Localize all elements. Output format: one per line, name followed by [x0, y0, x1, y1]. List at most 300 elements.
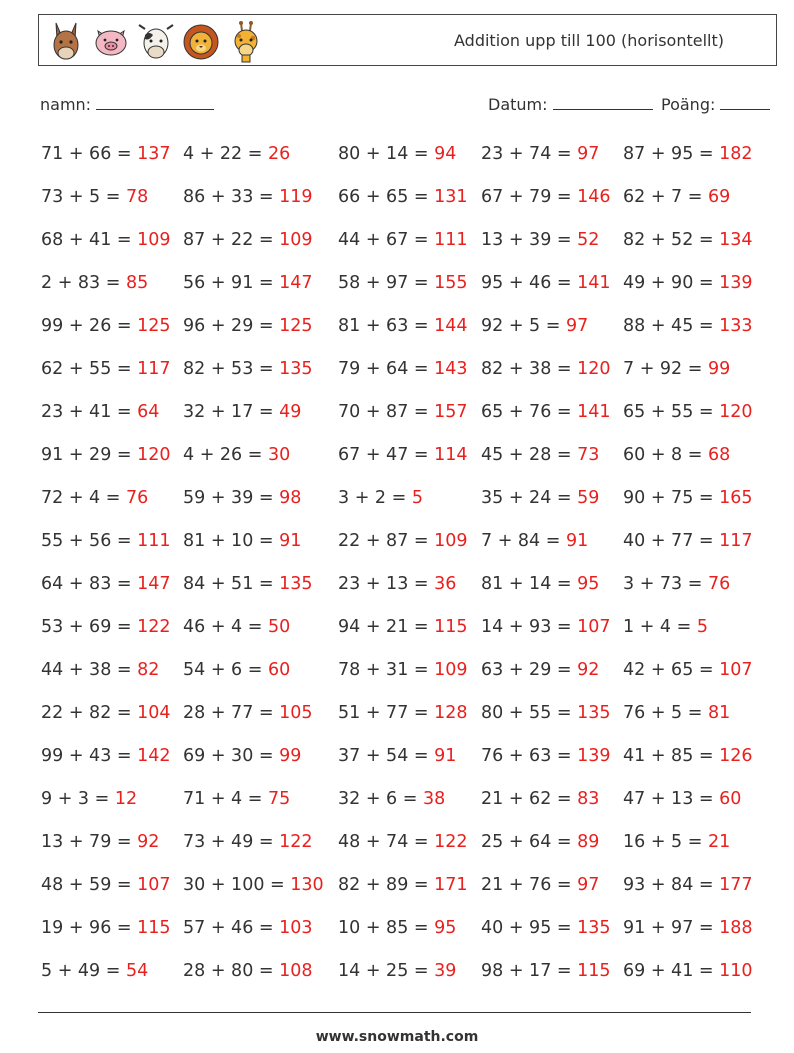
problem-row: [41, 742, 781, 785]
problem-item: [41, 140, 171, 168]
problem-row: [41, 441, 781, 484]
problem-expression: 82 + 89 =: [338, 875, 435, 895]
problem-item: [623, 269, 753, 297]
problem-expression: 54 + 6 =: [183, 660, 268, 680]
problem-answer: 75: [267, 789, 291, 809]
problem-item: [183, 570, 313, 598]
problem-item: [183, 484, 301, 512]
problem-item: [183, 312, 313, 340]
lion-icon: [180, 19, 222, 63]
problem-answer: 69: [707, 187, 731, 207]
problem-expression: 69 + 30 =: [183, 746, 280, 766]
problem-answer: 122: [279, 832, 313, 852]
problem-answer: 94: [434, 144, 457, 164]
problem-answer: 91: [434, 746, 457, 766]
problem-item: [481, 656, 599, 684]
problem-expression: 44 + 38 =: [41, 660, 138, 680]
problem-expression: 82 + 53 =: [183, 359, 280, 379]
problem-item: [183, 828, 313, 856]
problem-answer: 146: [577, 187, 611, 207]
problem-item: [623, 527, 753, 555]
problem-item: [623, 355, 730, 383]
problem-expression: 28 + 77 =: [183, 703, 280, 723]
problem-answer: 97: [577, 144, 600, 164]
problem-answer: 76: [125, 488, 149, 508]
problem-row: [41, 140, 781, 183]
problem-expression: 58 + 97 =: [338, 273, 435, 293]
problem-expression: 10 + 85 =: [338, 918, 435, 938]
problem-item: [41, 957, 148, 985]
problem-answer: 59: [577, 488, 600, 508]
problem-answer: 142: [137, 746, 171, 766]
problem-item: [338, 957, 456, 985]
problem-expression: 81 + 10 =: [183, 531, 280, 551]
problem-expression: 82 + 38 =: [481, 359, 578, 379]
problem-expression: 88 + 45 =: [623, 316, 720, 336]
problem-item: [41, 613, 171, 641]
problem-answer: 115: [577, 961, 611, 981]
problem-expression: 86 + 33 =: [183, 187, 280, 207]
problem-row: [41, 398, 781, 441]
problem-answer: 143: [434, 359, 468, 379]
problem-expression: 23 + 74 =: [481, 144, 578, 164]
problem-answer: 12: [114, 789, 138, 809]
problem-row: [41, 656, 781, 699]
problem-row: [41, 527, 781, 570]
problem-item: [623, 742, 753, 770]
problem-answer: 95: [434, 918, 457, 938]
problem-item: [338, 914, 456, 942]
problem-answer: 134: [719, 230, 753, 250]
problem-expression: 7 + 84 =: [481, 531, 566, 551]
problem-item: [41, 269, 148, 297]
problem-row: [41, 828, 781, 871]
problem-item: [338, 484, 423, 512]
date-label: Datum:: [488, 95, 548, 114]
problem-item: [183, 699, 313, 727]
problem-expression: 96 + 29 =: [183, 316, 280, 336]
problem-item: [623, 140, 753, 168]
problem-answer: 115: [434, 617, 468, 637]
problem-item: [41, 871, 171, 899]
problem-row: [41, 957, 781, 1000]
problem-item: [41, 226, 171, 254]
problem-answer: 133: [719, 316, 753, 336]
problem-item: [623, 441, 730, 469]
problem-expression: 71 + 66 =: [41, 144, 138, 164]
problem-row: [41, 613, 781, 656]
problem-expression: 48 + 59 =: [41, 875, 138, 895]
problem-item: [338, 570, 456, 598]
problem-item: [623, 183, 730, 211]
problem-answer: 50: [267, 617, 291, 637]
problem-answer: 115: [137, 918, 171, 938]
problem-answer: 92: [137, 832, 160, 852]
problem-answer: 109: [137, 230, 171, 250]
problem-expression: 42 + 65 =: [623, 660, 720, 680]
problem-item: [623, 226, 753, 254]
problem-expression: 21 + 76 =: [481, 875, 578, 895]
problem-answer: 107: [137, 875, 171, 895]
problem-answer: 177: [719, 875, 753, 895]
problem-item: [623, 871, 753, 899]
problem-expression: 91 + 29 =: [41, 445, 138, 465]
problem-expression: 70 + 87 =: [338, 402, 435, 422]
problem-item: [481, 699, 611, 727]
problem-answer: 135: [577, 703, 611, 723]
problem-answer: 64: [137, 402, 160, 422]
problem-answer: 147: [279, 273, 313, 293]
header-box: [38, 14, 777, 66]
problem-item: [338, 355, 468, 383]
problem-item: [338, 828, 468, 856]
problem-item: [481, 484, 599, 512]
problem-answer: 144: [434, 316, 468, 336]
problem-item: [183, 441, 290, 469]
problem-expression: 94 + 21 =: [338, 617, 435, 637]
problem-row: [41, 269, 781, 312]
problem-answer: 128: [434, 703, 468, 723]
problem-item: [481, 398, 611, 426]
problem-answer: 104: [137, 703, 171, 723]
problem-expression: 90 + 75 =: [623, 488, 720, 508]
score-label: Poäng:: [661, 95, 716, 114]
problem-item: [338, 527, 468, 555]
problem-expression: 13 + 39 =: [481, 230, 578, 250]
problem-item: [183, 785, 290, 813]
problem-answer: 60: [719, 789, 742, 809]
problem-expression: 78 + 31 =: [338, 660, 435, 680]
problem-expression: 23 + 41 =: [41, 402, 138, 422]
problem-expression: 3 + 73 =: [623, 574, 708, 594]
problem-item: [338, 742, 456, 770]
problem-item: [41, 699, 171, 727]
problem-answer: 125: [137, 316, 171, 336]
problem-answer: 135: [279, 574, 313, 594]
problem-item: [41, 914, 171, 942]
problem-item: [481, 914, 611, 942]
problem-item: [183, 656, 290, 684]
problem-answer: 182: [719, 144, 753, 164]
problem-expression: 23 + 13 =: [338, 574, 435, 594]
problem-item: [338, 871, 468, 899]
problem-expression: 82 + 52 =: [623, 230, 720, 250]
problem-expression: 46 + 4 =: [183, 617, 268, 637]
problem-expression: 80 + 14 =: [338, 144, 435, 164]
problem-item: [183, 269, 313, 297]
problem-answer: 99: [707, 359, 731, 379]
problem-answer: 141: [577, 402, 611, 422]
problem-expression: 16 + 5 =: [623, 832, 708, 852]
problem-answer: 91: [565, 531, 589, 551]
problem-expression: 44 + 67 =: [338, 230, 435, 250]
problem-expression: 3 + 2 =: [338, 488, 412, 508]
problem-expression: 4 + 26 =: [183, 445, 268, 465]
problem-answer: 131: [434, 187, 468, 207]
problem-answer: 91: [279, 531, 302, 551]
problem-item: [41, 355, 171, 383]
problem-item: [481, 269, 611, 297]
problem-expression: 73 + 5 =: [41, 187, 126, 207]
problem-expression: 14 + 93 =: [481, 617, 578, 637]
problem-answer: 109: [434, 531, 468, 551]
problem-expression: 76 + 5 =: [623, 703, 708, 723]
problem-answer: 125: [279, 316, 313, 336]
date-line[interactable]: [553, 93, 653, 110]
problem-item: [41, 828, 159, 856]
problem-answer: 97: [577, 875, 600, 895]
problem-expression: 22 + 87 =: [338, 531, 435, 551]
problem-row: [41, 183, 781, 226]
problem-expression: 1 + 4 =: [623, 617, 697, 637]
donkey-icon: [45, 19, 87, 63]
problem-item: [183, 398, 301, 426]
problem-answer: 103: [279, 918, 313, 938]
problem-expression: 13 + 79 =: [41, 832, 138, 852]
problem-answer: 122: [137, 617, 171, 637]
problem-expression: 40 + 77 =: [623, 531, 720, 551]
problem-expression: 63 + 29 =: [481, 660, 578, 680]
problem-item: [481, 355, 611, 383]
problem-expression: 51 + 77 =: [338, 703, 435, 723]
problem-item: [338, 269, 468, 297]
name-line[interactable]: [96, 93, 214, 110]
footer-url: www.snowmath.com: [315, 1029, 479, 1045]
problem-item: [481, 957, 611, 985]
problem-expression: 37 + 54 =: [338, 746, 435, 766]
problem-answer: 78: [125, 187, 149, 207]
problem-item: [183, 527, 301, 555]
problem-answer: 157: [434, 402, 468, 422]
problem-item: [481, 527, 588, 555]
problem-answer: 130: [290, 875, 324, 895]
problem-item: [41, 484, 148, 512]
problem-row: [41, 570, 781, 613]
problem-answer: 49: [279, 402, 302, 422]
problem-expression: 40 + 95 =: [481, 918, 578, 938]
problem-item: [41, 441, 171, 469]
problem-item: [183, 742, 301, 770]
problem-expression: 22 + 82 =: [41, 703, 138, 723]
problem-expression: 56 + 91 =: [183, 273, 280, 293]
problem-expression: 73 + 49 =: [183, 832, 280, 852]
problem-answer: 76: [707, 574, 731, 594]
pig-icon: [90, 19, 132, 63]
problem-expression: 79 + 64 =: [338, 359, 435, 379]
problem-item: [338, 656, 468, 684]
problem-expression: 80 + 55 =: [481, 703, 578, 723]
problem-item: [481, 312, 588, 340]
problem-item: [41, 312, 171, 340]
score-field: [661, 93, 770, 114]
problem-row: [41, 484, 781, 527]
problem-answer: 73: [577, 445, 600, 465]
problem-expression: 64 + 83 =: [41, 574, 138, 594]
problem-item: [623, 785, 741, 813]
problem-item: [338, 312, 468, 340]
problem-item: [481, 441, 599, 469]
problem-expression: 55 + 56 =: [41, 531, 138, 551]
problem-expression: 48 + 74 =: [338, 832, 435, 852]
problem-answer: 52: [577, 230, 600, 250]
animal-strip: [45, 19, 267, 63]
problem-item: [183, 226, 313, 254]
problem-expression: 47 + 13 =: [623, 789, 720, 809]
problem-answer: 111: [434, 230, 468, 250]
problem-answer: 122: [434, 832, 468, 852]
problem-expression: 67 + 79 =: [481, 187, 578, 207]
problem-item: [338, 785, 445, 813]
problem-answer: 109: [434, 660, 468, 680]
problem-row: [41, 785, 781, 828]
problem-row: [41, 699, 781, 742]
problem-answer: 188: [719, 918, 753, 938]
problem-expression: 91 + 97 =: [623, 918, 720, 938]
problem-answer: 141: [577, 273, 611, 293]
problem-answer: 135: [279, 359, 313, 379]
problem-answer: 120: [719, 402, 753, 422]
problem-item: [41, 398, 159, 426]
cow-icon: [135, 19, 177, 63]
problem-answer: 139: [719, 273, 753, 293]
problem-expression: 81 + 63 =: [338, 316, 435, 336]
problem-answer: 83: [577, 789, 600, 809]
problem-item: [623, 957, 753, 985]
score-line[interactable]: [720, 93, 770, 110]
problem-item: [338, 183, 468, 211]
problem-expression: 84 + 51 =: [183, 574, 280, 594]
problem-answer: 165: [719, 488, 753, 508]
problem-expression: 57 + 46 =: [183, 918, 280, 938]
problem-answer: 117: [137, 359, 171, 379]
problem-row: [41, 871, 781, 914]
problem-expression: 41 + 85 =: [623, 746, 720, 766]
worksheet-title: Addition upp till 100 (horisontellt): [454, 31, 724, 50]
problem-expression: 32 + 6 =: [338, 789, 423, 809]
problem-answer: 82: [137, 660, 160, 680]
problem-answer: 137: [137, 144, 171, 164]
problem-expression: 49 + 90 =: [623, 273, 720, 293]
problem-expression: 35 + 24 =: [481, 488, 578, 508]
problem-answer: 39: [434, 961, 457, 981]
problem-answer: 5: [696, 617, 708, 637]
problem-item: [623, 570, 730, 598]
problem-expression: 32 + 17 =: [183, 402, 280, 422]
problem-item: [41, 785, 137, 813]
problem-answer: 81: [707, 703, 731, 723]
problem-answer: 92: [577, 660, 600, 680]
problem-item: [481, 613, 611, 641]
problem-item: [623, 699, 730, 727]
problem-answer: 5: [411, 488, 423, 508]
problem-item: [183, 957, 313, 985]
problem-item: [41, 656, 159, 684]
problem-answer: 98: [279, 488, 302, 508]
problem-item: [623, 828, 730, 856]
problem-expression: 95 + 46 =: [481, 273, 578, 293]
name-field: [40, 93, 214, 114]
problem-expression: 62 + 7 =: [623, 187, 708, 207]
problem-row: [41, 312, 781, 355]
problem-answer: 147: [137, 574, 171, 594]
problem-expression: 87 + 95 =: [623, 144, 720, 164]
problem-answer: 95: [577, 574, 600, 594]
problem-row: [41, 226, 781, 269]
problem-answer: 135: [577, 918, 611, 938]
problem-answer: 139: [577, 746, 611, 766]
problem-expression: 5 + 49 =: [41, 961, 126, 981]
problem-expression: 14 + 25 =: [338, 961, 435, 981]
problem-item: [338, 398, 468, 426]
problem-answer: 108: [279, 961, 313, 981]
problem-item: [623, 914, 753, 942]
problem-answer: 68: [707, 445, 731, 465]
problem-answer: 60: [267, 660, 291, 680]
problem-expression: 69 + 41 =: [623, 961, 720, 981]
problem-answer: 107: [577, 617, 611, 637]
problem-item: [183, 871, 324, 899]
problem-item: [41, 527, 171, 555]
problem-answer: 110: [719, 961, 753, 981]
name-label: namn:: [40, 95, 92, 114]
problem-expression: 62 + 55 =: [41, 359, 138, 379]
problem-expression: 65 + 76 =: [481, 402, 578, 422]
problem-expression: 7 + 92 =: [623, 359, 708, 379]
problem-expression: 19 + 96 =: [41, 918, 138, 938]
problem-expression: 45 + 28 =: [481, 445, 578, 465]
problem-expression: 76 + 63 =: [481, 746, 578, 766]
problem-expression: 53 + 69 =: [41, 617, 138, 637]
problem-answer: 105: [279, 703, 313, 723]
problem-answer: 99: [279, 746, 302, 766]
problem-expression: 2 + 83 =: [41, 273, 126, 293]
problem-answer: 109: [279, 230, 313, 250]
problem-item: [623, 484, 753, 512]
problem-item: [183, 355, 313, 383]
footer-divider: [38, 1012, 751, 1013]
problem-item: [481, 140, 599, 168]
problem-answer: 117: [719, 531, 753, 551]
problem-expression: 93 + 84 =: [623, 875, 720, 895]
problem-item: [183, 613, 290, 641]
problem-item: [41, 183, 148, 211]
giraffe-icon: [225, 19, 267, 63]
problem-answer: 120: [577, 359, 611, 379]
problem-item: [183, 914, 313, 942]
problem-item: [623, 398, 753, 426]
problem-answer: 126: [719, 746, 753, 766]
problem-expression: 71 + 4 =: [183, 789, 268, 809]
date-field: [488, 93, 653, 114]
problem-item: [41, 570, 171, 598]
problem-answer: 85: [125, 273, 149, 293]
problem-expression: 92 + 5 =: [481, 316, 566, 336]
problem-answer: 155: [434, 273, 468, 293]
problem-item: [481, 742, 611, 770]
problem-answer: 26: [267, 144, 291, 164]
problem-expression: 21 + 62 =: [481, 789, 578, 809]
problem-answer: 30: [267, 445, 291, 465]
problem-answer: 54: [125, 961, 149, 981]
problem-answer: 89: [577, 832, 600, 852]
problem-expression: 25 + 64 =: [481, 832, 578, 852]
problem-item: [481, 828, 599, 856]
problem-answer: 111: [137, 531, 171, 551]
problem-answer: 36: [434, 574, 457, 594]
problem-item: [338, 226, 468, 254]
problem-answer: 120: [137, 445, 171, 465]
problem-expression: 28 + 80 =: [183, 961, 280, 981]
